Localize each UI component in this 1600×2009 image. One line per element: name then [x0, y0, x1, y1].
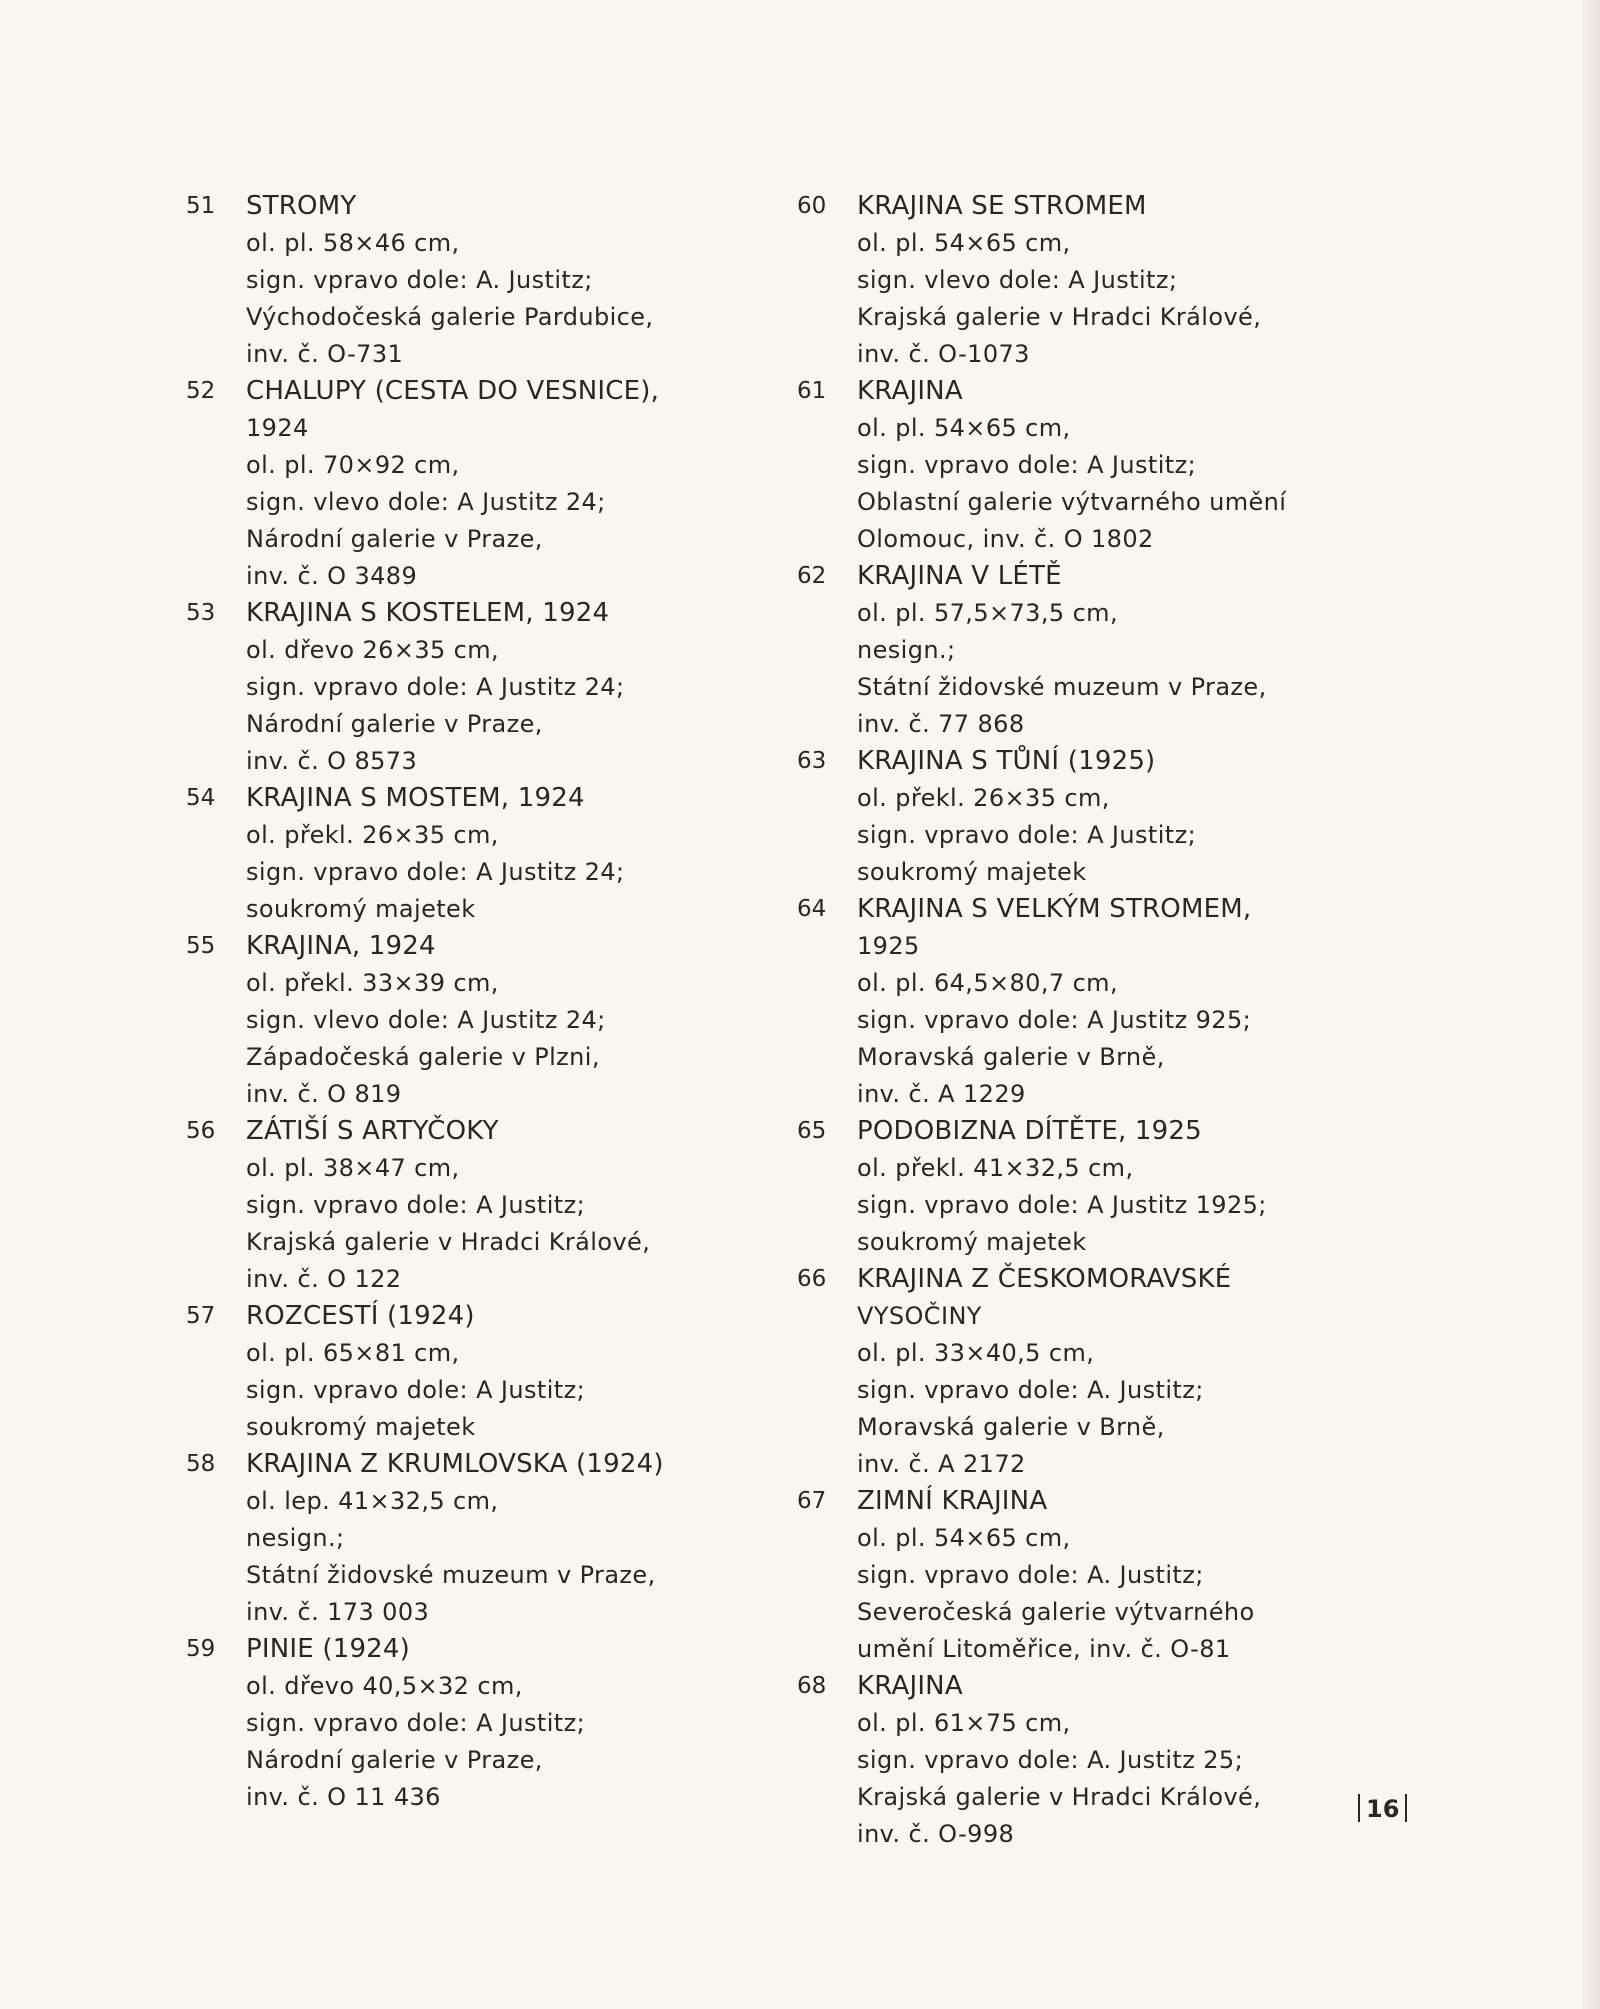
entry-detail-line: ol. překl. 26×35 cm, — [246, 821, 499, 849]
entry-detail-line: inv. č. 173 003 — [246, 1598, 430, 1626]
entry-detail-line: VYSOČINY — [857, 1302, 982, 1330]
catalog-entry — [797, 188, 1357, 373]
catalog-entry — [186, 1113, 746, 1298]
entry-detail-line: sign. vpravo dole: A Justitz 24; — [246, 673, 625, 701]
entry-detail-line: Moravská galerie v Brně, — [857, 1043, 1165, 1071]
entry-title: STROMY — [246, 191, 357, 221]
entry-detail-line: ol. překl. 41×32,5 cm, — [857, 1154, 1134, 1182]
entry-detail-line: ol. pl. 70×92 cm, — [246, 451, 460, 479]
catalog-entry — [797, 373, 1357, 558]
page-number-text: 16 — [1366, 1795, 1400, 1823]
entry-detail-line: Národní galerie v Praze, — [246, 1746, 543, 1774]
entry-detail-line: inv. č. A 2172 — [857, 1450, 1026, 1478]
entry-detail-line: ol. pl. 58×46 cm, — [246, 229, 460, 257]
entry-number: 63 — [797, 748, 827, 774]
catalog-entry — [186, 1298, 746, 1446]
entry-detail-line: inv. č. O 8573 — [246, 747, 418, 775]
entry-detail-line: inv. č. O 11 436 — [246, 1783, 441, 1811]
entry-detail-line: sign. vpravo dole: A Justitz 1925; — [857, 1191, 1267, 1219]
entry-number: 57 — [186, 1303, 216, 1329]
entry-detail-line: soukromý majetek — [857, 858, 1087, 886]
catalog-entry — [186, 780, 746, 928]
entry-title: KRAJINA S KOSTELEM, 1924 — [246, 598, 610, 628]
entry-detail-line: Krajská galerie v Hradci Králové, — [857, 1783, 1262, 1811]
catalog-entry — [797, 1113, 1357, 1261]
entry-title: PINIE (1924) — [246, 1634, 411, 1664]
catalog-column-left — [186, 188, 746, 1816]
entry-number: 64 — [797, 896, 827, 922]
entry-title: PODOBIZNA DÍTĚTE, 1925 — [857, 1116, 1202, 1146]
page-edge — [1582, 0, 1600, 2009]
entry-detail-line: sign. vpravo dole: A Justitz; — [857, 451, 1197, 479]
page-number-bar-left — [1358, 1794, 1360, 1822]
entry-detail-line: Olomouc, inv. č. O 1802 — [857, 525, 1154, 553]
entry-detail-line: nesign.; — [246, 1524, 345, 1552]
entry-detail-line: ol. pl. 38×47 cm, — [246, 1154, 460, 1182]
entry-number: 65 — [797, 1118, 827, 1144]
entry-detail-line: sign. vpravo dole: A Justitz; — [246, 1191, 586, 1219]
entry-detail-line: sign. vlevo dole: A Justitz; — [857, 266, 1178, 294]
entry-title: KRAJINA Z KRUMLOVSKA (1924) — [246, 1449, 664, 1479]
entry-number: 60 — [797, 193, 827, 219]
page-number-bar-right — [1405, 1794, 1407, 1822]
entry-detail-line: sign. vpravo dole: A Justitz; — [857, 821, 1197, 849]
catalog-entry — [797, 1483, 1357, 1668]
entry-detail-line: Moravská galerie v Brně, — [857, 1413, 1165, 1441]
entry-number: 59 — [186, 1636, 216, 1662]
entry-detail-line: ol. pl. 65×81 cm, — [246, 1339, 460, 1367]
entry-title: KRAJINA S VELKÝM STROMEM, — [857, 894, 1252, 924]
entry-title: KRAJINA — [857, 1671, 963, 1701]
entry-detail-line: Národní galerie v Praze, — [246, 525, 543, 553]
entry-detail-line: Krajská galerie v Hradci Králové, — [857, 303, 1262, 331]
catalog-entry — [797, 743, 1357, 891]
entry-detail-line: inv. č. 77 868 — [857, 710, 1025, 738]
catalog-entry — [797, 1261, 1357, 1483]
entry-detail-line: Oblastní galerie výtvarného umění — [857, 488, 1287, 516]
entry-detail-line: soukromý majetek — [246, 895, 476, 923]
entry-detail-line: ol. pl. 64,5×80,7 cm, — [857, 969, 1118, 997]
entry-title: ZIMNÍ KRAJINA — [857, 1486, 1048, 1516]
catalog-entry — [186, 1446, 746, 1631]
entry-detail-line: inv. č. O-998 — [857, 1820, 1015, 1848]
entry-detail-line: Státní židovské muzeum v Praze, — [857, 673, 1267, 701]
entry-title: ROZCESTÍ (1924) — [246, 1301, 475, 1331]
entry-detail-line: 1924 — [246, 414, 309, 442]
catalog-entry — [797, 1668, 1357, 1853]
entry-detail-line: inv. č. A 1229 — [857, 1080, 1026, 1108]
entry-detail-line: inv. č. O 819 — [246, 1080, 402, 1108]
entry-detail-line: sign. vpravo dole: A Justitz; — [246, 1376, 586, 1404]
entry-detail-line: umění Litoměřice, inv. č. O-81 — [857, 1635, 1231, 1663]
entry-detail-line: Západočeská galerie v Plzni, — [246, 1043, 600, 1071]
entry-title: ZÁTIŠÍ S ARTYČOKY — [246, 1116, 499, 1146]
entry-detail-line: sign. vpravo dole: A. Justitz; — [246, 266, 593, 294]
entry-detail-line: sign. vpravo dole: A Justitz 24; — [246, 858, 625, 886]
entry-detail-line: sign. vpravo dole: A. Justitz; — [857, 1561, 1204, 1589]
entry-detail-line: inv. č. O 122 — [246, 1265, 402, 1293]
entry-number: 54 — [186, 785, 216, 811]
entry-detail-line: sign. vlevo dole: A Justitz 24; — [246, 488, 606, 516]
entry-detail-line: ol. pl. 54×65 cm, — [857, 229, 1071, 257]
entry-title: KRAJINA S TŮNÍ (1925) — [857, 746, 1156, 776]
entry-detail-line: ol. pl. 61×75 cm, — [857, 1709, 1071, 1737]
catalog-entry — [797, 558, 1357, 743]
entry-number: 55 — [186, 933, 216, 959]
entry-title: KRAJINA, 1924 — [246, 931, 436, 961]
entry-detail-line: sign. vlevo dole: A Justitz 24; — [246, 1006, 606, 1034]
entry-number: 53 — [186, 600, 216, 626]
catalog-entry — [797, 891, 1357, 1113]
catalog-entry — [186, 1631, 746, 1816]
entry-number: 66 — [797, 1266, 827, 1292]
entry-number: 68 — [797, 1673, 827, 1699]
entry-detail-line: inv. č. O-731 — [246, 340, 404, 368]
entry-detail-line: Severočeská galerie výtvarného — [857, 1598, 1255, 1626]
entry-detail-line: soukromý majetek — [857, 1228, 1087, 1256]
entry-detail-line: sign. vpravo dole: A Justitz; — [246, 1709, 586, 1737]
entry-number: 58 — [186, 1451, 216, 1477]
entry-detail-line: 1925 — [857, 932, 920, 960]
entry-detail-line: ol. dřevo 26×35 cm, — [246, 636, 500, 664]
catalog-entry — [186, 928, 746, 1113]
entry-number: 56 — [186, 1118, 216, 1144]
entry-detail-line: Východočeská galerie Pardubice, — [246, 303, 654, 331]
entry-detail-line: Státní židovské muzeum v Praze, — [246, 1561, 656, 1589]
entry-number: 52 — [186, 378, 216, 404]
entry-detail-line: soukromý majetek — [246, 1413, 476, 1441]
entry-title: KRAJINA SE STROMEM — [857, 191, 1147, 221]
entry-detail-line: inv. č. O-1073 — [857, 340, 1030, 368]
entry-title: KRAJINA — [857, 376, 963, 406]
entry-title: KRAJINA V LÉTĚ — [857, 561, 1062, 591]
entry-number: 51 — [186, 193, 216, 219]
entry-detail-line: ol. pl. 54×65 cm, — [857, 1524, 1071, 1552]
entry-detail-line: ol. překl. 26×35 cm, — [857, 784, 1110, 812]
catalog-entry — [186, 373, 746, 595]
entry-detail-line: nesign.; — [857, 636, 956, 664]
catalog-entry — [186, 188, 746, 373]
entry-number: 61 — [797, 378, 827, 404]
entry-number: 67 — [797, 1488, 827, 1514]
entry-detail-line: ol. překl. 33×39 cm, — [246, 969, 499, 997]
entry-detail-line: Krajská galerie v Hradci Králové, — [246, 1228, 651, 1256]
entry-title: KRAJINA Z ČESKOMORAVSKÉ — [857, 1264, 1232, 1294]
entry-detail-line: sign. vpravo dole: A. Justitz; — [857, 1376, 1204, 1404]
entry-detail-line: sign. vpravo dole: A. Justitz 25; — [857, 1746, 1244, 1774]
catalog-entry — [186, 595, 746, 780]
entry-detail-line: sign. vpravo dole: A Justitz 925; — [857, 1006, 1252, 1034]
page-number — [1352, 1793, 1413, 1825]
entry-title: KRAJINA S MOSTEM, 1924 — [246, 783, 585, 813]
entry-title: CHALUPY (CESTA DO VESNICE), — [246, 376, 660, 406]
entry-number: 62 — [797, 563, 827, 589]
entry-detail-line: ol. lep. 41×32,5 cm, — [246, 1487, 499, 1515]
entry-detail-line: ol. pl. 57,5×73,5 cm, — [857, 599, 1118, 627]
entry-detail-line: ol. dřevo 40,5×32 cm, — [246, 1672, 523, 1700]
entry-detail-line: Národní galerie v Praze, — [246, 710, 543, 738]
catalog-column-right — [797, 188, 1357, 1853]
entry-detail-line: inv. č. O 3489 — [246, 562, 418, 590]
entry-detail-line: ol. pl. 54×65 cm, — [857, 414, 1071, 442]
entry-detail-line: ol. pl. 33×40,5 cm, — [857, 1339, 1095, 1367]
